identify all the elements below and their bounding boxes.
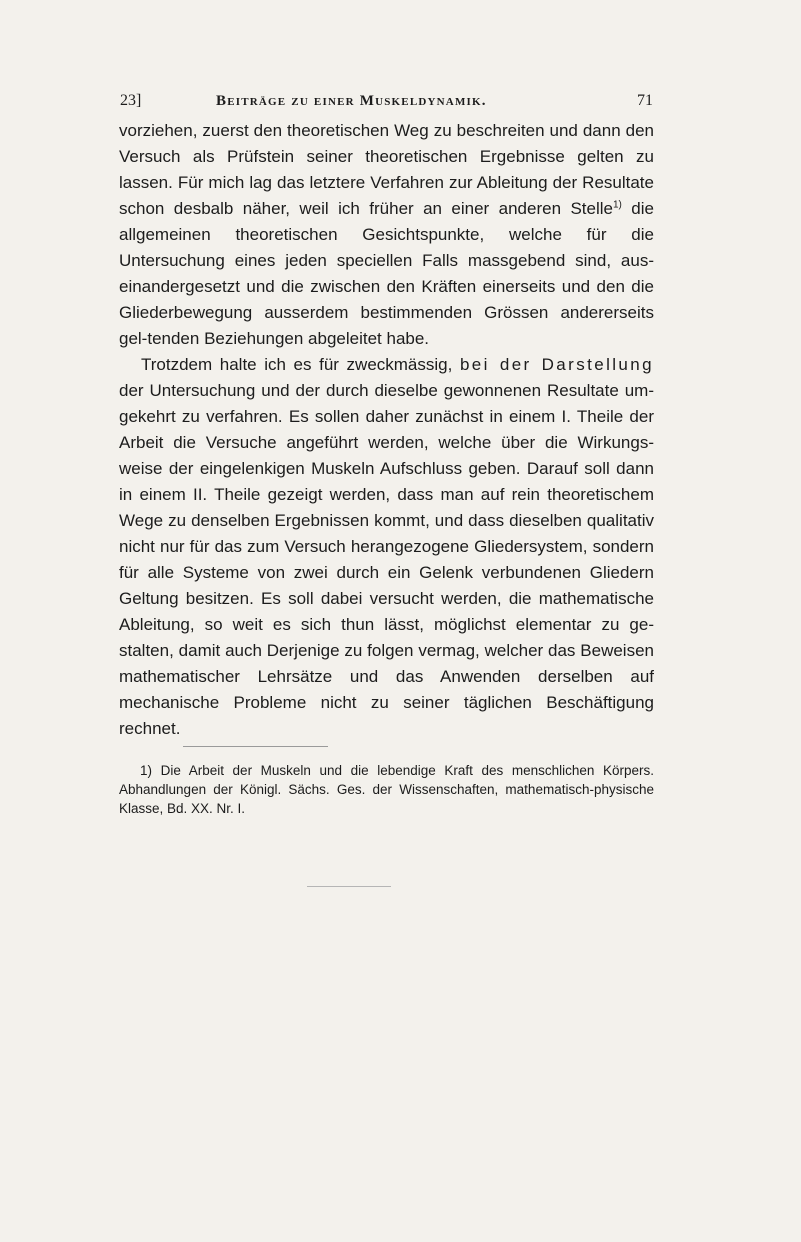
paragraph-1-text-rest: die allgemeinen theoretischen Gesichtspunkte, welche für die Untersuchung eines jeden speciellen Falls massgebend sind, aus-einandergesetzt und die zwischen den Kräften einerseits und den die Gliederbewegung ausserdem bestimmenden Grössen andererseits gel-tenden Beziehungen abgeleitet habe. — [119, 199, 654, 348]
running-header — [120, 92, 653, 116]
footnote: 1) Die Arbeit der Muskeln und die lebendige Kraft des menschlichen Körpers. Abhandlungen der Königl. Sächs. Ges. der Wissenschaften, mathematisch-physische Klasse, Bd. XX. Nr. I. — [119, 763, 654, 816]
paragraph-2-text-rest: der Untersuchung und der durch dieselbe gewonnenen Resultate um-gekehrt zu verfahren. Es sollen daher zunächst in einem I. Theile der Arbeit die Versuche angeführt werden, welche über die Wirkungs-weise der eingelenkigen Muskeln Aufschluss geben. Darauf soll dann in einem II. Theile gezeigt werden, dass man auf rein theoretischem Wege zu denselben Ergebnissen kommt, und dass dieselben qualitativ nicht nur für das zum Versuch herangezogene Gliedersystem, sondern für alle Systeme von zwei durch ein Gelenk verbundenen Gliedern Geltung besitzen. Es soll dabei versucht werden, die mathematische Ableitung, so weit es sich thun lässt, möglichst elementar zu ge-stalten, damit auch Derjenige zu folgen vermag, welcher das Beweisen mathematischer Lehrsätze und das Anwenden derselben auf mechanische Probleme nicht zu seiner täglichen Beschäftigung rechnet. — [119, 381, 654, 738]
paragraph-1-text: vorziehen, zuerst den theoretischen Weg zu beschreiten und dann den Versuch als Prüfstein seiner theoretischen Ergebnisse gelten zu lassen. Für mich lag das letztere Verfahren zur Ableitung der Resultate schon desbalb näher, weil ich früher an einer anderen Stelle — [119, 121, 654, 218]
footnote-reference — [613, 199, 622, 210]
page-end-rule — [307, 886, 391, 887]
paragraph-2 — [119, 352, 654, 742]
page-reference: 23] — [120, 92, 142, 109]
paragraph-1 — [119, 118, 654, 352]
page-number: 71 — [637, 92, 653, 109]
paragraph-2-text-start: Trotzdem halte ich es für zweckmässig, — [141, 355, 460, 374]
running-title: Beiträge zu einer Muskeldynamik. — [216, 93, 487, 109]
footnote-reference-mark: 1) — [612, 199, 622, 211]
footnote-separator — [183, 746, 328, 747]
paragraph-2-emphasis: bei der Darstellung — [459, 355, 654, 374]
main-text — [119, 118, 654, 742]
